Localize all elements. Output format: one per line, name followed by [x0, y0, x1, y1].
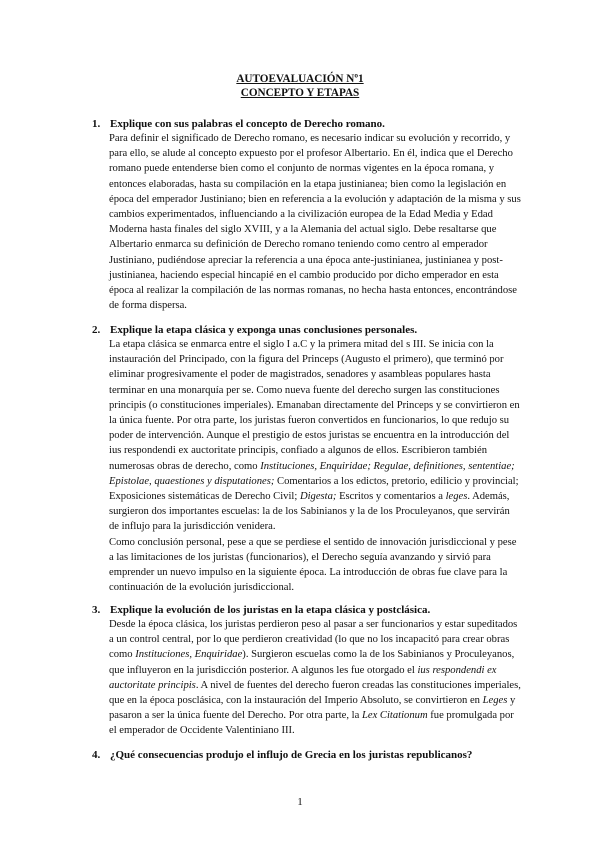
title-line-2: CONCEPTO Y ETAPAS [240, 87, 360, 99]
question-number: 3. [92, 604, 101, 616]
question-4-heading [92, 748, 472, 762]
answer-text: Comentarios a los edictos, pretorio, edilicio y provincial; Exposiciones sistemáticas de Derecho Civil; [109, 475, 519, 503]
question-text: Explique la etapa clásica y exponga unas conclusiones personales. [110, 324, 418, 336]
question-text: Explique con sus palabras el concepto de Derecho romano. [110, 118, 385, 130]
answer-1 [109, 131, 521, 313]
answer-text: . A nivel de fuentes del derecho fueron creadas las constituciones imperiales, que en la época posclásica, con la instauración del Imperio Absoluto, se convirtieron en [109, 679, 521, 707]
italic-leges: Leges [482, 695, 508, 707]
italic-lex-citationum: Lex Citationum [361, 710, 428, 722]
italic-works: Instituciones, Enquiridae; Regulae, definitiones, sententiae; Epistolae, quaestiones y disputationes; [109, 460, 515, 487]
answer-3 [109, 617, 521, 739]
answer-text: . Además, surgieron dos importantes escuelas: la de los Sabinianos y la de los Proculeyanos, que servirán de influjo para la jurisdicción venidera. [109, 491, 510, 533]
italic-ius: ius respondendi ex auctoritate principis [109, 664, 497, 691]
question-3-heading [92, 603, 430, 617]
answer-2 [109, 337, 521, 595]
italic-digesta: Digesta; [299, 491, 337, 503]
title-line-1: AUTOEVALUACIÓN Nº1 [236, 73, 364, 85]
answer-text: Escritos y comentarios a [336, 491, 446, 503]
question-number: 2. [92, 324, 101, 336]
question-text: ¿Qué consecuencias produjo el influjo de Grecia en los juristas republicanos? [110, 749, 473, 761]
question-2-heading [92, 323, 417, 337]
answer-paragraph [109, 617, 521, 739]
question-text: Explique la evolución de los juristas en la etapa clásica y postclásica. [110, 604, 431, 616]
question-1-heading [92, 117, 385, 131]
conclusion-paragraph: Como conclusión personal, pese a que se perdiese el sentido de innovación jurisdiccional y pese a las limitaciones de los juristas (funcionarios), el Derecho seguía avanzando y sirvió para emprender un nuevo impulso en la siguiente época. La introducción de obras fue clave para la continuación de la evolución jurisdiccional. [109, 536, 517, 594]
answer-text: y pasaron a ser la única fuente del Derecho. Por otra parte, la [109, 695, 516, 722]
question-number: 1. [92, 118, 101, 130]
italic-works: Instituciones, Enquiridae [135, 649, 243, 661]
page-number: 1 [297, 796, 303, 808]
question-number: 4. [92, 749, 101, 761]
document-title [0, 72, 600, 100]
answer-text: Desde la época clásica, los juristas perdieron peso al pasar a ser funcionarios y estar supeditados a un control central, por lo que perdieron creatividad (lo que no los incapacitó para crear obras como [109, 619, 518, 661]
answer-paragraph: Para definir el significado de Derecho romano, es necesario indicar su evolución y recorrido, y para ello, se alude al concepto expuesto por el profesor Albertario. En él, indica que el Derecho romano puede entenderse bien como el conjunto de normas vigentes en la época romana, y entonces elaboradas, hasta su compilación en la etapa justinianea; bien como la legislación en época del emperador Justiniano; bien en referencia a la evolución y adaptación de la misma y sus cambios experimentados, influenciando a la civilización europea de la Edad Media y Edad Moderna hasta finales del siglo XVIII, y a la Alemania del actual siglo. Debe resaltarse que Albertario enmarca su definición de Derecho romano teniendo como centro al emperador Justiniano, pudiéndose apreciar la referencia a una época ante-justinianea, justinianea y post-justinianea, haciendo especial hincapié en el cambio producido por dicho emperador en esta época al realizar la compilación de las normas romanas, no hecha hasta entonces, encontrándose de forma dispersa. [109, 133, 521, 312]
italic-leges: leges [445, 491, 468, 503]
answer-text: fue promulgada por el emperador de Occidente Valentiniano III. [109, 710, 514, 737]
answer-text: ). Surgieron escuelas como la de los Sabinianos y Proculeyanos, que influyeron en la jurisdicción posterior. A algunos les fue otorgado el [109, 649, 515, 676]
answer-paragraph [109, 337, 521, 535]
answer-text: La etapa clásica se enmarca entre el siglo I a.C y la primera mitad del s III. Se inicia con la instauración del Principado, con la figura del Princeps (Augusto el primero), que terminó por eliminar progresivamente el poder de magistrados, senadores y asambleas populares hasta terminar en una monarquía per se. Como nueva fuente del derecho surgen las constituciones principis (o constituciones imperiales). Emanaban directamente del Princeps y se convirtieron en la única fuente. Por otra parte, los juristas fueron convertidos en funcionarios, lo que redujo su poder de intervención. Aunque el prestigio de estos juristas se encuentra en la introducción del ius respondendi ex auctoritate principis, confiado a algunos de ellos. Escribieron también numerosas obras de derecho, como [109, 339, 520, 472]
